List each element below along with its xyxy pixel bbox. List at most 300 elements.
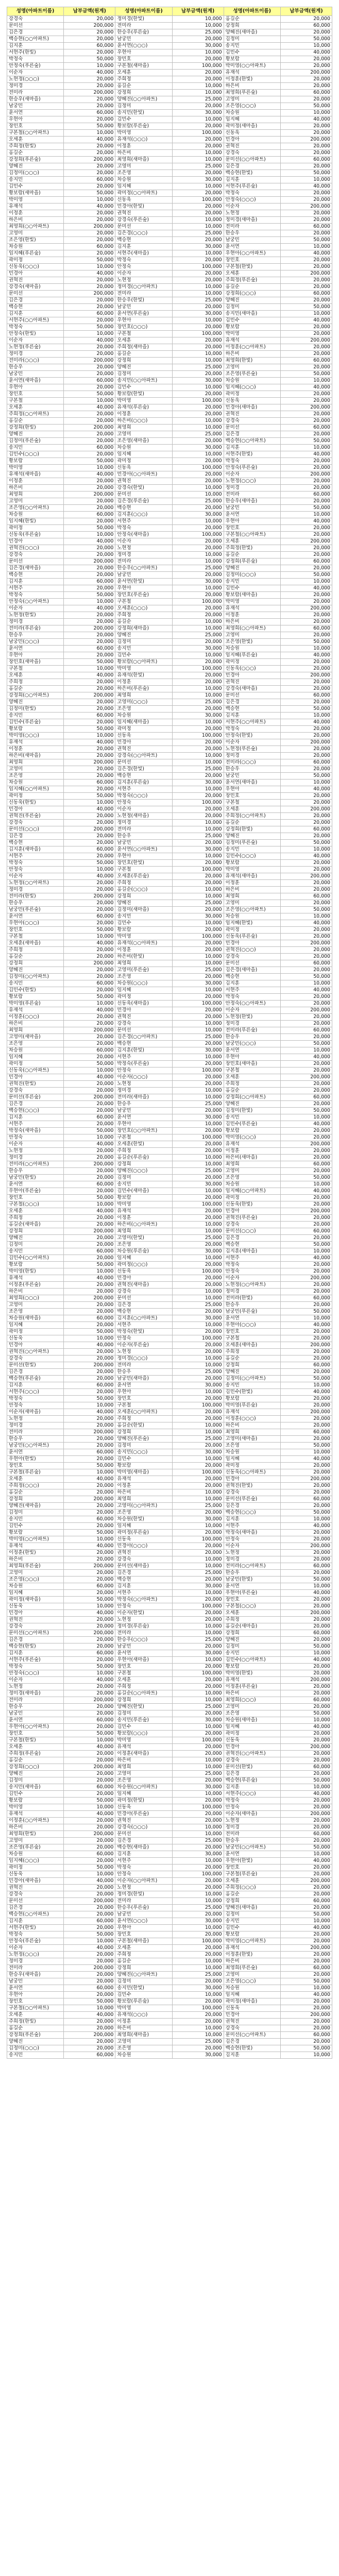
donation-amount-cell: 10,000 [172, 1925, 224, 1931]
table-row [7, 1436, 332, 1443]
donor-name-cell: 전미라 [7, 90, 64, 96]
table-row [7, 425, 332, 431]
donor-name-cell: 구본철(○○아파트) [224, 532, 280, 538]
donation-amount-cell: 20,000 [172, 1777, 224, 1784]
donation-amount-cell: 20,000 [64, 1148, 115, 1155]
donor-name-cell: 윤서연(새마을) [224, 779, 280, 786]
donor-name-cell: 백승현 [115, 773, 172, 779]
donor-name-cell: 백승현(한빛) [224, 2045, 280, 2052]
donation-amount-cell: 10,000 [64, 1201, 115, 1208]
donation-amount-cell: 20,000 [280, 2025, 332, 2032]
donation-amount-cell: 20,000 [64, 1570, 115, 1577]
donor-name-cell: 강경숙 [7, 1355, 64, 1362]
donor-name-cell: 신동욱 [115, 733, 172, 739]
donor-name-cell: 윤서연 [224, 1315, 280, 1322]
donor-name-cell: 홍길순 [224, 552, 280, 558]
donation-amount-cell: 20,000 [172, 639, 224, 646]
donation-amount-cell: 20,000 [172, 170, 224, 177]
donor-name-cell: 권혁진 [115, 210, 172, 217]
donor-name-cell: 민경아(○○○) [115, 1543, 172, 1550]
donor-name-cell: 정미경(새마을) [224, 217, 280, 224]
table-row [7, 1556, 332, 1563]
donor-name-cell: 김민수 [224, 585, 280, 592]
table-row [7, 1670, 332, 1677]
donor-name-cell: 황보람 [224, 56, 280, 63]
donation-amount-cell: 10,000 [172, 451, 224, 458]
donation-amount-cell: 200,000 [64, 692, 115, 699]
donation-amount-cell: 10,000 [64, 1670, 115, 1677]
donation-amount-cell: 200,000 [64, 1965, 115, 1972]
donation-amount-cell: 40,000 [280, 384, 332, 391]
donation-amount-cell: 20,000 [280, 1597, 332, 1603]
donor-name-cell: 김은경 [7, 833, 64, 840]
donation-amount-cell: 10,000 [172, 1764, 224, 1771]
donor-name-cell: 양혜진(새마을) [224, 29, 280, 36]
donation-amount-cell: 10,000 [280, 713, 332, 719]
donation-amount-cell: 20,000 [280, 190, 332, 197]
donor-name-cell: 남궁민(○○○) [7, 639, 64, 646]
donation-amount-cell: 20,000 [280, 1824, 332, 1831]
table-row [7, 96, 332, 103]
donation-amount-cell: 20,000 [64, 2025, 115, 2032]
table-row [7, 1443, 332, 1449]
donation-amount-cell: 20,000 [280, 813, 332, 820]
donor-name-cell: 문미선 [115, 1295, 172, 1302]
donation-amount-cell: 20,000 [64, 612, 115, 619]
donor-name-cell: 안정숙 [115, 1335, 172, 1342]
donation-amount-cell: 50,000 [280, 773, 332, 779]
donor-name-cell: 한승우 [115, 1369, 172, 1376]
donor-name-cell: 민경아(새마을) [224, 404, 280, 411]
donor-name-cell: 홍길순 [224, 16, 280, 23]
donor-name-cell: 곽미정 [224, 659, 280, 666]
donor-name-cell: 윤서연 [224, 1047, 280, 1054]
donor-name-cell: 송지민 [7, 1248, 64, 1255]
donor-name-cell: 임지혜 [224, 1992, 280, 1998]
donation-amount-cell: 10,000 [172, 217, 224, 224]
donation-amount-cell: 20,000 [280, 1690, 332, 1697]
donor-name-cell: 이정훈(한빛) [224, 1952, 280, 1958]
donor-name-cell: 민경아(푸른숲) [115, 1811, 172, 1818]
donor-name-cell: 주희정 [7, 947, 64, 954]
donation-amount-cell: 20,000 [172, 1643, 224, 1650]
donor-name-cell: 전미라(새마을) [115, 1094, 172, 1101]
donation-amount-cell: 10,000 [172, 820, 224, 826]
donation-amount-cell: 20,000 [172, 1443, 224, 1449]
table-row [7, 1697, 332, 1704]
donor-name-cell: 문미선 [115, 224, 172, 230]
donor-name-cell: 문미선(푸른숲) [224, 1496, 280, 1503]
donor-name-cell: 신동욱(푸른숲) [224, 934, 280, 940]
donation-amount-cell: 50,000 [280, 1978, 332, 1985]
donation-amount-cell: 20,000 [64, 900, 115, 907]
table-row [7, 1764, 332, 1771]
donation-amount-cell: 10,000 [64, 666, 115, 672]
donor-name-cell: 전미라(한빛) [7, 893, 64, 900]
table-row [7, 840, 332, 846]
donation-amount-cell: 20,000 [280, 197, 332, 204]
donation-amount-cell: 20,000 [280, 1001, 332, 1007]
table-row [7, 1201, 332, 1208]
donation-amount-cell: 200,000 [280, 1476, 332, 1483]
table-row [7, 1677, 332, 1684]
donor-name-cell: 신동욱 [7, 1871, 64, 1878]
donation-amount-cell: 20,000 [64, 545, 115, 552]
donation-amount-cell: 20,000 [64, 76, 115, 83]
donation-amount-cell: 20,000 [64, 1309, 115, 1315]
donor-name-cell: 신동욱 [7, 1335, 64, 1342]
donor-name-cell: 김정미 [115, 1710, 172, 1717]
table-row [7, 612, 332, 619]
donor-name-cell: 정미경 [7, 83, 64, 90]
donation-amount-cell: 20,000 [64, 411, 115, 418]
donor-name-cell: 남궁민 [224, 773, 280, 779]
donation-amount-cell: 10,000 [172, 1891, 224, 1898]
donor-name-cell: 이순자 [115, 538, 172, 545]
donor-name-cell: 차승원 [224, 1985, 280, 1992]
donor-name-cell: 노현정 [115, 277, 172, 284]
donor-name-cell: 전미라 [7, 1965, 64, 1972]
donor-name-cell: 민경아 [7, 806, 64, 813]
donation-amount-cell: 20,000 [280, 351, 332, 358]
donor-name-cell: 하은비 [115, 2025, 172, 2032]
donation-amount-cell: 10,000 [172, 1757, 224, 1764]
donation-amount-cell: 20,000 [280, 1215, 332, 1222]
donor-name-cell: 송지민 [7, 177, 64, 183]
donation-amount-cell: 20,000 [280, 297, 332, 304]
header-row [7, 7, 332, 16]
table-row [7, 1161, 332, 1168]
table-row [7, 1503, 332, 1510]
donor-name-cell: 최영희(한빛) [7, 1831, 64, 1838]
donor-name-cell: 곽미정(새마을) [7, 1597, 64, 1603]
donor-name-cell: 남궁민(푸른숲) [7, 907, 64, 913]
donor-name-cell: 강경숙 [115, 1021, 172, 1027]
donor-name-cell: 이순자(새마을) [7, 1409, 64, 1416]
donation-amount-cell: 20,000 [64, 344, 115, 351]
donation-amount-cell: 40,000 [64, 739, 115, 746]
donor-name-cell: 서현주 [115, 786, 172, 793]
table-row [7, 1329, 332, 1335]
donation-amount-cell: 20,000 [280, 699, 332, 706]
table-row [7, 525, 332, 532]
donation-amount-cell: 20,000 [172, 873, 224, 880]
donation-amount-cell: 20,000 [64, 217, 115, 224]
donor-name-cell: 고영미(○○○) [115, 699, 172, 706]
table-row [7, 1643, 332, 1650]
donation-amount-cell: 25,000 [172, 900, 224, 907]
donor-name-cell: 백승현(한빛) [224, 170, 280, 177]
donation-amount-cell: 40,000 [64, 1677, 115, 1684]
table-row [7, 177, 332, 183]
donation-amount-cell: 60,000 [280, 23, 332, 29]
donation-amount-cell: 20,000 [280, 552, 332, 558]
donation-amount-cell: 10,000 [172, 1623, 224, 1630]
table-row [7, 49, 332, 56]
donation-amount-cell: 20,000 [172, 190, 224, 197]
donor-name-cell: 고영미 [115, 163, 172, 170]
donation-amount-cell: 40,000 [280, 1121, 332, 1128]
donor-name-cell: 구본철 [115, 1402, 172, 1409]
donation-amount-cell: 50,000 [64, 994, 115, 1001]
donation-amount-cell: 10,000 [280, 579, 332, 585]
donation-amount-cell: 20,000 [280, 1469, 332, 1476]
donor-name-cell: 안정숙 [7, 867, 64, 873]
donation-amount-cell: 20,000 [280, 1034, 332, 1041]
donor-name-cell: 전미라 [7, 1429, 64, 1436]
donor-name-cell: 송지민(○○아파트) [115, 378, 172, 384]
donor-name-cell: 황보람 [115, 1463, 172, 1469]
donation-amount-cell: 20,000 [64, 518, 115, 525]
table-row [7, 150, 332, 157]
table-row [7, 2019, 332, 2025]
donor-name-cell: 윤서연(○○○) [115, 1918, 172, 1925]
table-row [7, 1396, 332, 1402]
table-row [7, 1295, 332, 1302]
donor-name-cell: 최영희(푸른숲) [224, 1965, 280, 1972]
donation-amount-cell: 20,000 [64, 1724, 115, 1731]
donation-amount-cell: 20,000 [280, 1550, 332, 1556]
donor-name-cell: 한승우(푸른숲) [115, 1905, 172, 1911]
donor-name-cell: 전미라(푸른숲) [7, 625, 64, 632]
donation-amount-cell: 20,000 [280, 967, 332, 974]
donor-name-cell: 홍길순(새마을) [7, 1222, 64, 1228]
donation-amount-cell: 100,000 [172, 1134, 224, 1141]
donor-name-cell: 홍길순 [7, 686, 64, 692]
donation-amount-cell: 20,000 [172, 1309, 224, 1315]
donor-name-cell: 이정훈(○○아파트) [224, 344, 280, 351]
table-row [7, 800, 332, 806]
donor-name-cell: 이정훈 [115, 1483, 172, 1489]
donation-amount-cell: 20,000 [172, 1329, 224, 1335]
donation-amount-cell: 20,000 [64, 1489, 115, 1496]
donor-name-cell: 양혜진 [224, 297, 280, 304]
donor-name-cell: 박미영 [7, 197, 64, 204]
donor-name-cell: 최영희 [7, 1027, 64, 1034]
donor-name-cell: 최영희(○○아파트) [7, 224, 64, 230]
donor-name-cell: 양혜진 [7, 1235, 64, 1242]
donor-name-cell: 김정미 [224, 36, 280, 43]
donation-amount-cell: 10,000 [280, 1382, 332, 1389]
donation-amount-cell: 20,000 [64, 967, 115, 974]
donation-amount-cell: 20,000 [172, 1215, 224, 1222]
donation-amount-cell: 100,000 [172, 1469, 224, 1476]
donation-amount-cell: 10,000 [172, 1289, 224, 1295]
donation-amount-cell: 10,000 [64, 1603, 115, 1610]
donation-amount-cell: 20,000 [64, 485, 115, 492]
donor-name-cell: 안정숙 [7, 1402, 64, 1409]
table-row [7, 652, 332, 659]
donation-amount-cell: 20,000 [172, 1242, 224, 1248]
donor-name-cell: 남궁민 [7, 1978, 64, 1985]
donation-amount-cell: 30,000 [172, 1382, 224, 1389]
donation-amount-cell: 10,000 [64, 867, 115, 873]
table-row [7, 411, 332, 418]
donation-amount-cell: 20,000 [280, 880, 332, 887]
donor-name-cell: 노현정(○○아파트) [7, 880, 64, 887]
donation-amount-cell: 60,000 [280, 1429, 332, 1436]
donation-amount-cell: 20,000 [172, 806, 224, 813]
donation-amount-cell: 30,000 [172, 1181, 224, 1188]
donor-name-cell: 안정숙(○○○) [224, 197, 280, 204]
donation-amount-cell: 20,000 [64, 1657, 115, 1664]
donation-amount-cell: 200,000 [64, 1563, 115, 1570]
table-row [7, 565, 332, 572]
donor-name-cell: 홍길순(○○○) [115, 887, 172, 893]
donor-name-cell: 백승현(○○아파트) [7, 1911, 64, 1918]
donation-amount-cell: 50,000 [64, 1731, 115, 1737]
donor-name-cell: 김은경 [224, 1235, 280, 1242]
donation-amount-cell: 10,000 [280, 1181, 332, 1188]
donation-amount-cell: 50,000 [280, 1844, 332, 1851]
donor-name-cell: 송지민 [224, 1114, 280, 1121]
donation-amount-cell: 10,000 [64, 1067, 115, 1074]
donation-amount-cell: 10,000 [172, 1791, 224, 1798]
donor-name-cell: 서현주(한빛) [7, 49, 64, 56]
donor-name-cell: 양혜진 [115, 632, 172, 639]
table-row [7, 1195, 332, 1201]
table-row [7, 1590, 332, 1597]
donor-name-cell: 김민수 [224, 317, 280, 324]
donation-amount-cell: 20,000 [280, 1061, 332, 1067]
donation-amount-cell: 20,000 [64, 1617, 115, 1623]
donor-name-cell: 조은영(푸른숲) [7, 1844, 64, 1851]
donor-name-cell: 홍길순 [115, 619, 172, 625]
donor-name-cell: 구본철(새마을) [115, 63, 172, 70]
donor-name-cell: 강정희(○○아파트) [7, 692, 64, 699]
donor-name-cell: 주희정(○○아파트) [224, 813, 280, 820]
donor-name-cell: 주희정 [115, 880, 172, 887]
donation-amount-cell: 20,000 [64, 371, 115, 378]
donor-name-cell: 양혜진 [115, 900, 172, 907]
donation-amount-cell: 20,000 [64, 773, 115, 779]
donation-amount-cell: 20,000 [64, 451, 115, 458]
donation-amount-cell: 50,000 [64, 1530, 115, 1536]
donation-amount-cell: 200,000 [280, 1275, 332, 1282]
table-row [7, 284, 332, 291]
donor-name-cell: 우현아(한빛) [7, 1456, 64, 1463]
donation-amount-cell: 20,000 [64, 1369, 115, 1376]
donor-name-cell: 최영희 [115, 960, 172, 967]
donation-amount-cell: 50,000 [64, 257, 115, 264]
donor-name-cell: 구본철(○○○) [224, 1603, 280, 1610]
donor-name-cell: 양혜진(한빛) [115, 1704, 172, 1710]
donation-amount-cell: 20,000 [280, 947, 332, 954]
donation-amount-cell: 40,000 [64, 1275, 115, 1282]
donor-name-cell: 김정미 [224, 1643, 280, 1650]
table-row [7, 779, 332, 786]
donation-amount-cell: 20,000 [172, 1476, 224, 1483]
table-row [7, 183, 332, 190]
donor-name-cell: 서현주 [7, 585, 64, 592]
donor-name-cell: 오세훈(○○○) [115, 605, 172, 612]
donation-amount-cell: 20,000 [64, 284, 115, 291]
donation-amount-cell: 20,000 [64, 183, 115, 190]
table-row [7, 1054, 332, 1061]
donor-name-cell: 오세훈 [115, 1945, 172, 1952]
donation-amount-cell: 20,000 [280, 1134, 332, 1141]
donation-amount-cell: 10,000 [280, 1918, 332, 1925]
donor-name-cell: 주희정 [224, 1617, 280, 1623]
donation-amount-cell: 10,000 [280, 43, 332, 49]
header-name-2: 성명(아파트이름) [115, 7, 172, 16]
table-row [7, 1945, 332, 1952]
donor-name-cell: 강경숙(○○아파트) [115, 753, 172, 759]
table-row [7, 666, 332, 672]
table-row [7, 692, 332, 699]
donor-name-cell: 주희정 [115, 1148, 172, 1155]
donor-name-cell: 강정희 [115, 90, 172, 96]
donor-name-cell: 이정훈 [7, 478, 64, 485]
donation-amount-cell: 200,000 [64, 1898, 115, 1905]
donation-amount-cell: 20,000 [172, 1074, 224, 1081]
donor-name-cell: 김은경 [7, 1637, 64, 1643]
donor-name-cell: 노현정(○○아파트) [224, 1282, 280, 1289]
donation-amount-cell: 20,000 [64, 706, 115, 713]
donation-amount-cell: 20,000 [172, 210, 224, 217]
donor-name-cell: 양혜진 [7, 2039, 64, 2045]
donor-name-cell: 이정훈(새마을) [115, 1751, 172, 1757]
donation-amount-cell: 100,000 [172, 733, 224, 739]
donation-amount-cell: 20,000 [172, 1844, 224, 1851]
donation-amount-cell: 20,000 [280, 833, 332, 840]
donor-name-cell: 유재석(한빛) [115, 672, 172, 679]
donation-amount-cell: 20,000 [172, 137, 224, 143]
donor-name-cell: 윤서연 [224, 512, 280, 518]
donor-name-cell: 노현정 [224, 1550, 280, 1556]
donation-amount-cell: 40,000 [64, 337, 115, 344]
donation-amount-cell: 10,000 [280, 646, 332, 652]
donation-amount-cell: 40,000 [64, 873, 115, 880]
donation-amount-cell: 100,000 [172, 398, 224, 404]
donation-amount-cell: 20,000 [64, 1885, 115, 1891]
donation-amount-cell: 20,000 [280, 431, 332, 438]
donation-amount-cell: 60,000 [280, 224, 332, 230]
table-row [7, 1623, 332, 1630]
table-row [7, 1108, 332, 1114]
donation-amount-cell: 60,000 [280, 2032, 332, 2039]
donation-amount-cell: 10,000 [64, 1001, 115, 1007]
donation-amount-cell: 20,000 [172, 840, 224, 846]
donor-name-cell: 강정희 [115, 1161, 172, 1168]
donation-amount-cell: 200,000 [280, 1677, 332, 1684]
table-row [7, 1603, 332, 1610]
donation-amount-cell: 20,000 [172, 1945, 224, 1952]
donor-name-cell: 정미경 [224, 753, 280, 759]
table-row [7, 1101, 332, 1108]
donation-amount-cell: 60,000 [64, 1181, 115, 1188]
donor-name-cell: 김민수 [115, 1724, 172, 1731]
donor-name-cell: 최영희 [115, 425, 172, 431]
donation-amount-cell: 60,000 [64, 1315, 115, 1322]
donation-amount-cell: 20,000 [280, 1349, 332, 1355]
donor-name-cell: 김은경 [224, 163, 280, 170]
donation-amount-cell: 100,000 [172, 1737, 224, 1744]
donor-name-cell: 민경아 [7, 270, 64, 277]
donation-amount-cell: 20,000 [64, 83, 115, 90]
donation-amount-cell: 25,000 [172, 1838, 224, 1844]
donor-name-cell: 서현주(새마을) [115, 250, 172, 257]
donor-name-cell: 박미영 [115, 666, 172, 672]
donation-amount-cell: 20,000 [280, 478, 332, 485]
donation-amount-cell: 20,000 [172, 538, 224, 545]
table-row [7, 1838, 332, 1844]
donation-amount-cell: 60,000 [280, 1630, 332, 1637]
donor-name-cell: 문미선 [7, 1898, 64, 1905]
donation-amount-cell: 60,000 [64, 1650, 115, 1657]
donation-amount-cell: 40,000 [64, 672, 115, 679]
donation-amount-cell: 25,000 [172, 699, 224, 706]
